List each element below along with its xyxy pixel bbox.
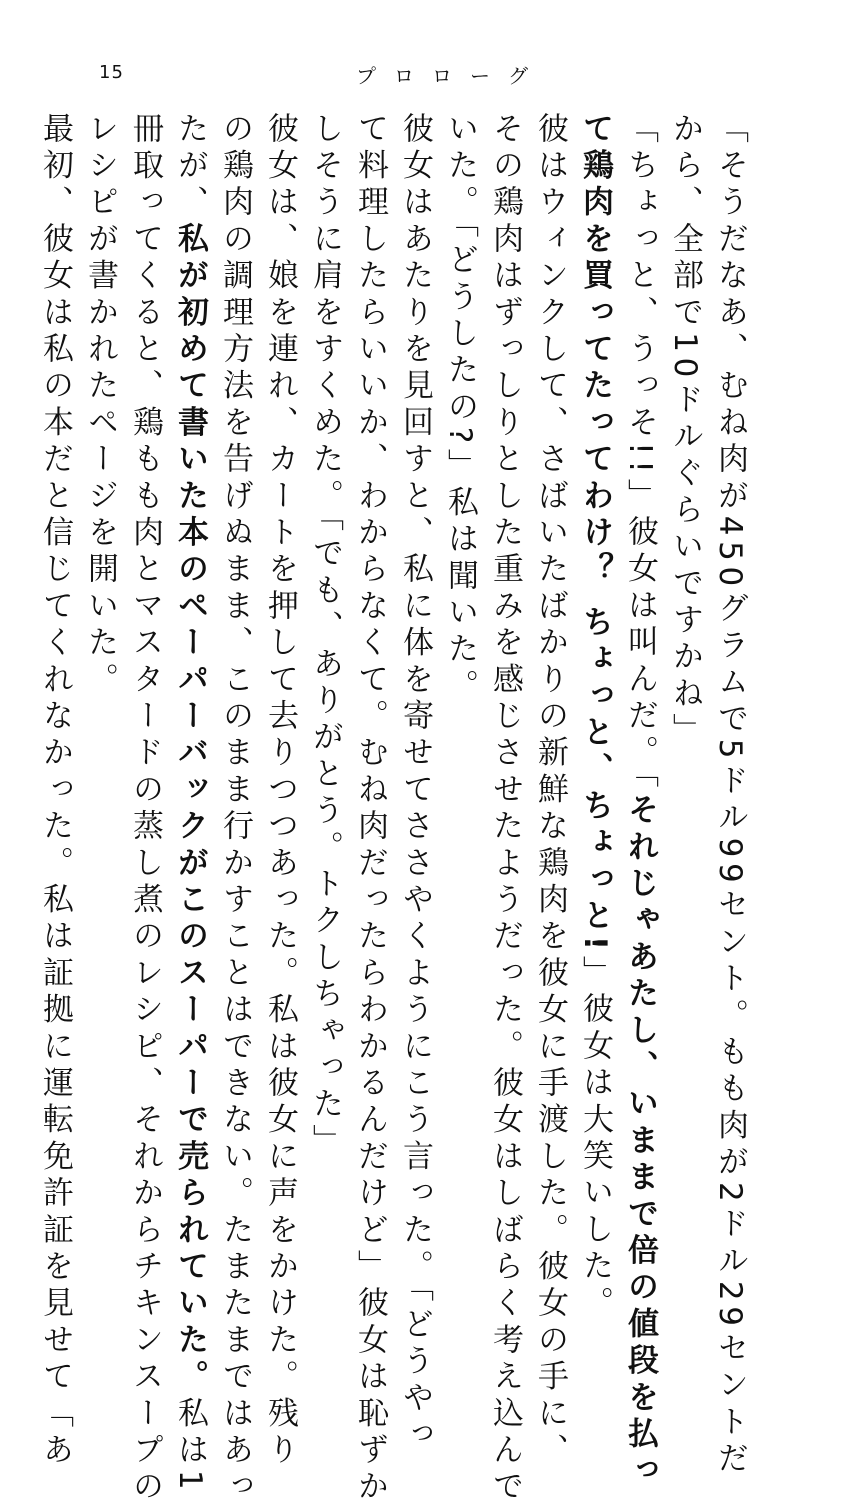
bold-text-segment: 私が初めて書いた本のペーパーバックがこのスーパーで売られていた。 <box>172 222 208 1397</box>
text-segment: たが、 <box>172 112 208 223</box>
text-line <box>302 112 347 1161</box>
body-text <box>37 112 752 1507</box>
text-segment: 彼はウィンクして、さばいたばかりの新鮮な鶏肉を彼女に手渡した。彼女の手に、 <box>532 112 568 1470</box>
text-segment: 彼女は、娘を連れ、カートを押して去りつつあった。私は彼女に声をかけた。残り <box>262 112 298 1470</box>
text-line <box>212 112 257 1507</box>
text-segment: しそうに肩をすくめた。「でも、ありがとう。トクしちゃった」 <box>307 112 343 1161</box>
text-line <box>482 112 527 1507</box>
text-line <box>437 112 482 1112</box>
text-segment: の鶏肉の調理方法を告げぬまま、このまま行かすことはできない。たまたまではあっ <box>217 112 253 1507</box>
text-segment: 彼女はあたりを見回すと、私に体を寄せてささやくようにこう言った。「どうやっ <box>397 112 433 1455</box>
bold-text-segment: て鶏肉を買ってたってわけ？ ちょっと、ちょっと! <box>577 112 613 956</box>
text-segment: 私は1 <box>172 1396 208 1496</box>
text-segment: 「ちょっと、うっそ!!」彼女は叫んだ。「 <box>622 112 658 794</box>
bold-text-segment: それじゃあたし、いままで倍の値段を払っ <box>622 793 658 1491</box>
text-line <box>662 112 707 1112</box>
text-segment: て料理したらいいか、わからなくて。むね肉だったらわかるんだけど」彼女は恥ずか <box>352 112 388 1507</box>
text-line <box>122 112 167 1507</box>
text-line <box>527 112 572 1470</box>
text-segment: 」彼女は大笑いした。 <box>577 955 613 1323</box>
text-line <box>167 112 212 1496</box>
text-segment: 最初、彼女は私の本だと信じてくれなかった。私は証拠に運転免許証を見せて「あ <box>37 112 73 1470</box>
text-segment: いた。「どうしたの?」私は聞いた。 <box>442 112 478 706</box>
page-number: 15 <box>99 62 124 83</box>
text-line <box>32 112 77 1470</box>
text-line <box>572 112 617 1323</box>
text-line <box>257 112 302 1470</box>
text-line <box>77 112 122 1112</box>
text-line <box>707 112 752 1479</box>
text-segment: 「そうだなあ、むね肉が450グラムで5ドル99セント。もも肉が2ドル29セントだ <box>712 112 748 1479</box>
text-line <box>347 112 392 1507</box>
text-segment: その鶏肉はずっしりとした重みを感じさせたようだった。彼女はしばらく考え込んで <box>487 112 523 1507</box>
running-title: プロローグ <box>356 64 546 88</box>
text-segment: レシピが書かれたページを開いた。 <box>82 112 118 700</box>
text-segment: から、全部で10ドルぐらいですかね」 <box>667 112 703 751</box>
text-segment: 冊取ってくると、鶏もも肉とマスタードの蒸し煮のレシピ、それからチキンスープの <box>127 112 163 1507</box>
text-line <box>392 112 437 1455</box>
text-line <box>617 112 662 1491</box>
